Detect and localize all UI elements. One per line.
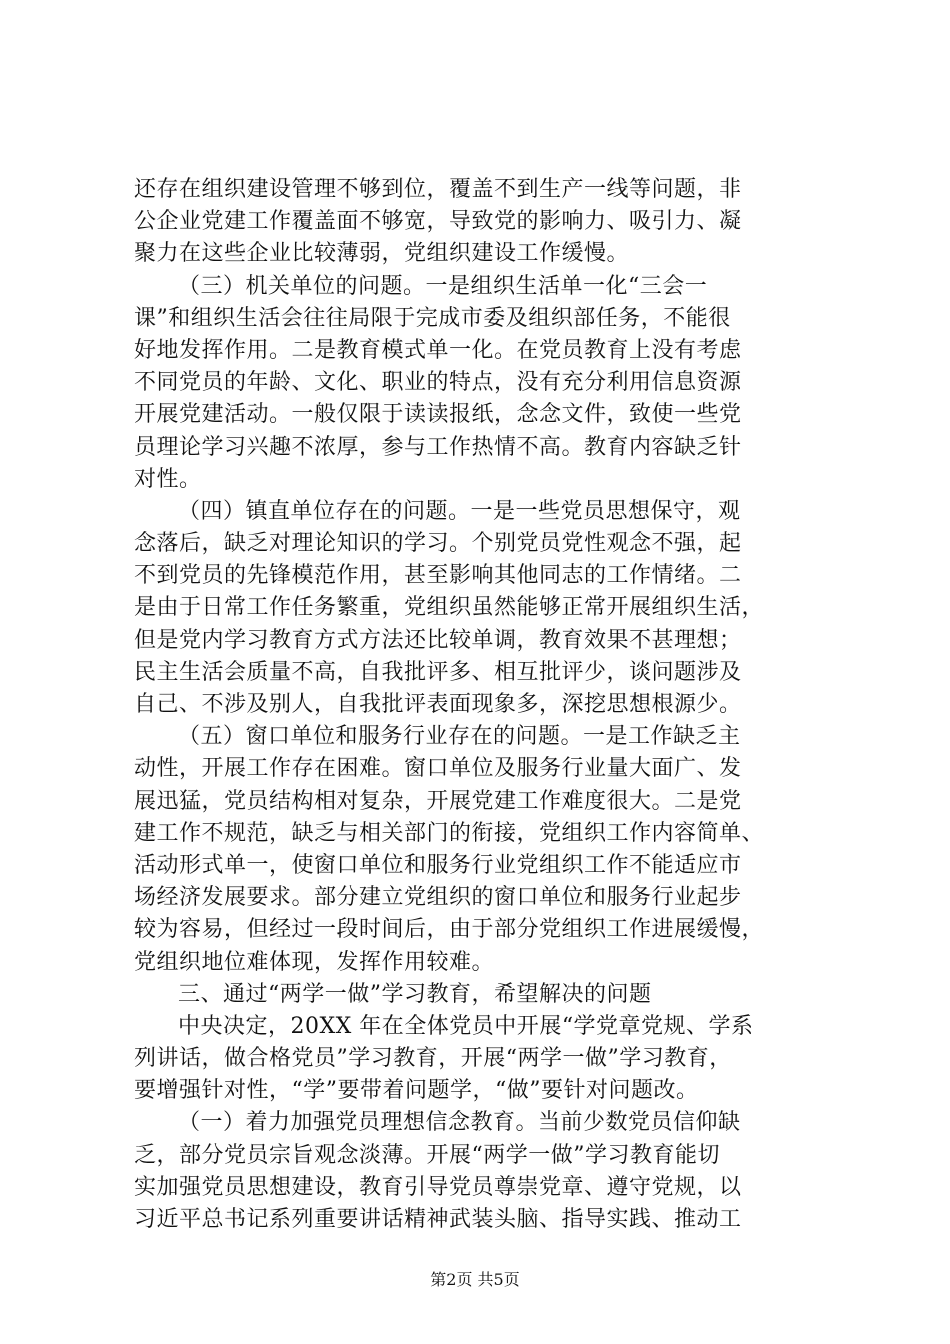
paragraph-first-line: （五）窗口单位和服务行业存在的问题。一是工作缺乏主 [178,724,741,750]
paragraph-line: 念落后，缺乏对理论知识的学习。个别党员党性观念不强，起 [134,531,742,557]
paragraph-line: 场经济发展要求。部分建立党组织的窗口单位和服务行业起步 [134,885,742,911]
paragraph-line: 建工作不规范，缺乏与相关部门的衔接，党组织工作内容简单、 [134,820,765,846]
paragraph-line: 活动形式单一，使窗口单位和服务行业党组织工作不能适应市 [134,852,742,878]
paragraph-line: 不到党员的先锋模范作用，甚至影响其他同志的工作情绪。二 [134,563,742,589]
paragraph-line: 较为容易，但经过一段时间后，由于部分党组织工作进展缓慢， [134,917,765,943]
paragraph-first-line: （四）镇直单位存在的问题。一是一些党员思想保守，观 [178,498,741,524]
document-body [134,174,834,1236]
paragraph-line: 动性，开展工作存在困难。窗口单位及服务行业量大面广、发 [134,756,742,782]
paragraph-line: 要增强针对性，“学”要带着问题学，“做”要针对问题改。 [134,1078,699,1104]
paragraph-line: 民主生活会质量不高，自我批评多、相互批评少，谈问题涉及 [134,659,742,685]
paragraph-first-line: 三、通过“两学一做”学习教育，希望解决的问题 [178,981,652,1007]
paragraph-line: 但是党内学习教育方式方法还比较单调，教育效果不甚理想； [134,627,742,653]
paragraph-line: 乏，部分党员宗旨观念淡薄。开展“两学一做”学习教育能切 [134,1142,720,1168]
paragraph-line: 还存在组织建设管理不够到位，覆盖不到生产一线等问题，非 [134,177,742,202]
paragraph-line: 好地发挥作用。二是教育模式单一化。在党员教育上没有考虑 [134,337,742,363]
paragraph-line: 员理论学习兴趣不浓厚，参与工作热情不高。教育内容缺乏针 [134,434,742,460]
paragraph-line: 自己、不涉及别人，自我批评表面现象多，深挖思想根源少。 [134,692,742,717]
paragraph-first-line: 中央决定，20XX 年在全体党员中开展“学党章党规、学系 [178,1013,754,1039]
paragraph-first-line: （一）着力加强党员理想信念教育。当前少数党员信仰缺 [178,1110,741,1136]
paragraph-line: 列讲话，做合格党员”学习教育，开展“两学一做”学习教育， [134,1046,732,1072]
paragraph-line: 是由于日常工作任务繁重，党组织虽然能够正常开展组织生活， [134,595,765,621]
paragraph-line: 党组织地位难体现，发挥作用较难。 [134,949,495,975]
page-footer: 第2页 共5页 [430,1270,520,1289]
paragraph-first-line: （三）机关单位的问题。一是组织生活单一化“三会一 [178,273,708,299]
paragraph-line: 公企业党建工作覆盖面不够宽，导致党的影响力、吸引力、凝 [134,209,742,235]
paragraph-line: 习近平总书记系列重要讲话精神武装头脑、指导实践、推动工 [134,1207,742,1232]
paragraph-line: 展迅猛，党员结构相对复杂，开展党建工作难度很大。二是党 [134,788,742,814]
paragraph-line: 课”和组织生活会往往局限于完成市委及组织部任务，不能很 [134,305,731,331]
paragraph-line: 聚力在这些企业比较薄弱，党组织建设工作缓慢。 [134,241,630,267]
paragraph-line: 对性。 [134,466,202,492]
paragraph-line: 不同党员的年龄、文化、职业的特点，没有充分利用信息资源 [134,370,742,396]
paragraph-line: 实加强党员思想建设，教育引导党员尊崇党章、遵守党规，以 [134,1174,742,1200]
paragraph-line: 开展党建活动。一般仅限于读读报纸，念念文件，致使一些党 [134,402,742,428]
